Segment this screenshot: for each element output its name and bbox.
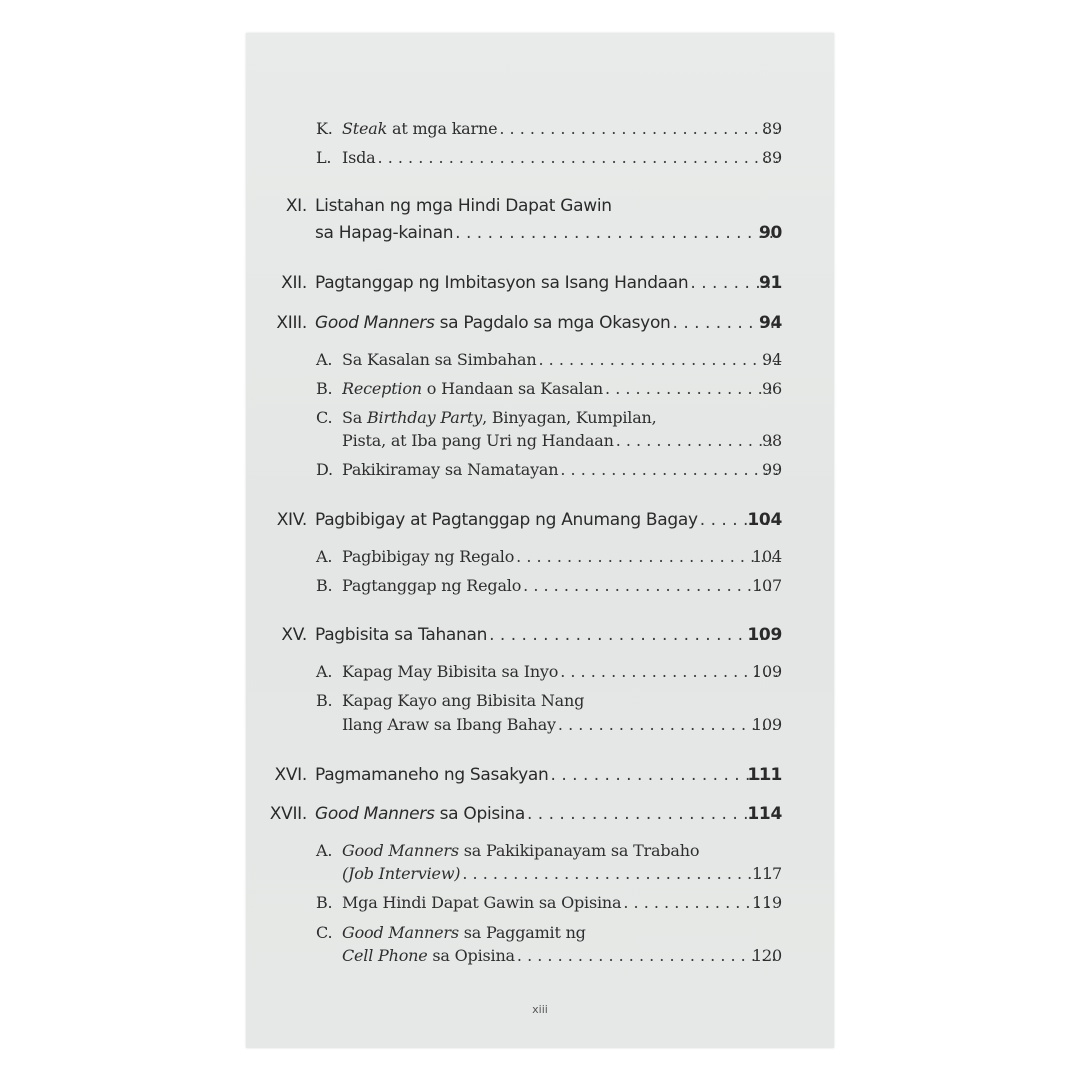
entry-page: 120: [752, 946, 782, 965]
entry-title: Pagbibigay ng Regalo: [342, 547, 515, 566]
entry-letter: A.: [316, 350, 333, 369]
entry-page: 114: [747, 804, 782, 824]
entry-page: 109: [752, 662, 782, 681]
entry-title: sa Opisina: [434, 804, 525, 824]
entry-title: o Handaan sa Kasalan: [421, 379, 604, 398]
entry-letter: A.: [316, 662, 333, 681]
entry-title: Kapag May Bibisita sa Inyo: [342, 662, 559, 681]
entry-number: XVI.: [274, 765, 307, 785]
entry-title: Pakikiramay sa Namatayan: [342, 460, 559, 479]
entry-title: sa Pagdalo sa mga Okasyon: [434, 313, 671, 333]
entry-title: sa Pakikipanayam sa Trabaho: [458, 841, 700, 860]
entry-italic: Good Manners: [315, 804, 435, 824]
entry-letter: B.: [316, 379, 333, 398]
entry-letter: C.: [316, 408, 333, 427]
entry-letter: D.: [316, 460, 333, 479]
entry-page: 89: [762, 148, 782, 167]
entry-title: sa Paggamit ng: [458, 923, 586, 942]
entry-page: 89: [762, 119, 782, 138]
entry-page: 94: [762, 350, 782, 369]
entry-title: Pagtanggap ng Regalo: [342, 576, 522, 595]
entry-title: Pagmamaneho ng Sasakyan: [315, 765, 549, 785]
entry-letter: A.: [316, 547, 333, 566]
entry-page: 109: [747, 625, 782, 645]
entry-page: 119: [752, 893, 782, 912]
entry-title-cont: (Job Interview): [342, 864, 461, 883]
entry-title: Pagbibigay at Pagtanggap ng Anumang Bagay: [315, 510, 698, 530]
entry-letter: B.: [316, 691, 333, 710]
entry-page: 96: [762, 379, 782, 398]
entry-title: Sa Kasalan sa Simbahan: [342, 350, 537, 369]
entry-page: 90: [758, 223, 782, 243]
entry-number: XIV.: [276, 510, 307, 530]
entry-italic: Good Manners: [315, 313, 435, 333]
entry-page: 99: [762, 460, 782, 479]
entry-title: at mga karne: [387, 119, 498, 138]
entry-title-cont: Pista, at Iba pang Uri ng Handaan: [342, 431, 614, 450]
entry-number: XV.: [281, 625, 307, 645]
entry-letter: B.: [316, 893, 333, 912]
entry-letter: A.: [316, 841, 333, 860]
entry-title: Pagtanggap ng Imbitasyon sa Isang Handaan: [315, 273, 689, 293]
entry-number: XVII.: [269, 804, 307, 824]
entry-number: XII.: [281, 273, 307, 293]
entry-title: Pagbisita sa Tahanan: [315, 625, 488, 645]
entry-page: 111: [747, 765, 782, 785]
entry-italic-cont: Cell Phone: [342, 946, 428, 965]
entry-title: Isda: [342, 148, 376, 167]
entry-italic: Reception: [342, 379, 422, 398]
entry-page: 109: [752, 715, 782, 734]
entry-page: 104: [752, 547, 782, 566]
entry-page: 94: [758, 313, 782, 333]
book-page: [246, 33, 834, 1048]
entry-letter: L.: [316, 148, 332, 167]
entry-letter: B.: [316, 576, 333, 595]
entry-italic: Birthday Party: [367, 408, 483, 427]
entry-page: 98: [762, 431, 782, 450]
entry-italic: Good Manners: [342, 923, 459, 942]
leader-dots: [378, 148, 778, 167]
entry-page: 91: [758, 273, 782, 293]
entry-title: Listahan ng mga Hindi Dapat Gawin: [315, 196, 612, 216]
entry-page: 107: [752, 576, 782, 595]
page-folio: xiii: [532, 1003, 548, 1016]
entry-page: 104: [747, 510, 782, 530]
entry-title-cont: sa Hapag-kainan: [315, 223, 454, 243]
entry-letter: C.: [316, 923, 333, 942]
entry-title: Kapag Kayo ang Bibisita Nang: [342, 691, 585, 710]
entry-title: , Binyagan, Kumpilan,: [482, 408, 657, 427]
table-of-contents: [246, 33, 834, 1048]
entry-number: XI.: [285, 196, 307, 216]
entry-italic: Good Manners: [342, 841, 459, 860]
entry-title-cont: sa Opisina: [427, 946, 515, 965]
entry-title-cont: Ilang Araw sa Ibang Bahay: [342, 715, 556, 734]
entry-page: 117: [752, 864, 782, 883]
entry-number: XIII.: [276, 313, 307, 333]
entry-title-pre: Sa: [342, 408, 367, 427]
entry-title: Mga Hindi Dapat Gawin sa Opisina: [342, 893, 622, 912]
entry-italic: Steak: [342, 119, 388, 138]
entry-letter: K.: [316, 119, 333, 138]
